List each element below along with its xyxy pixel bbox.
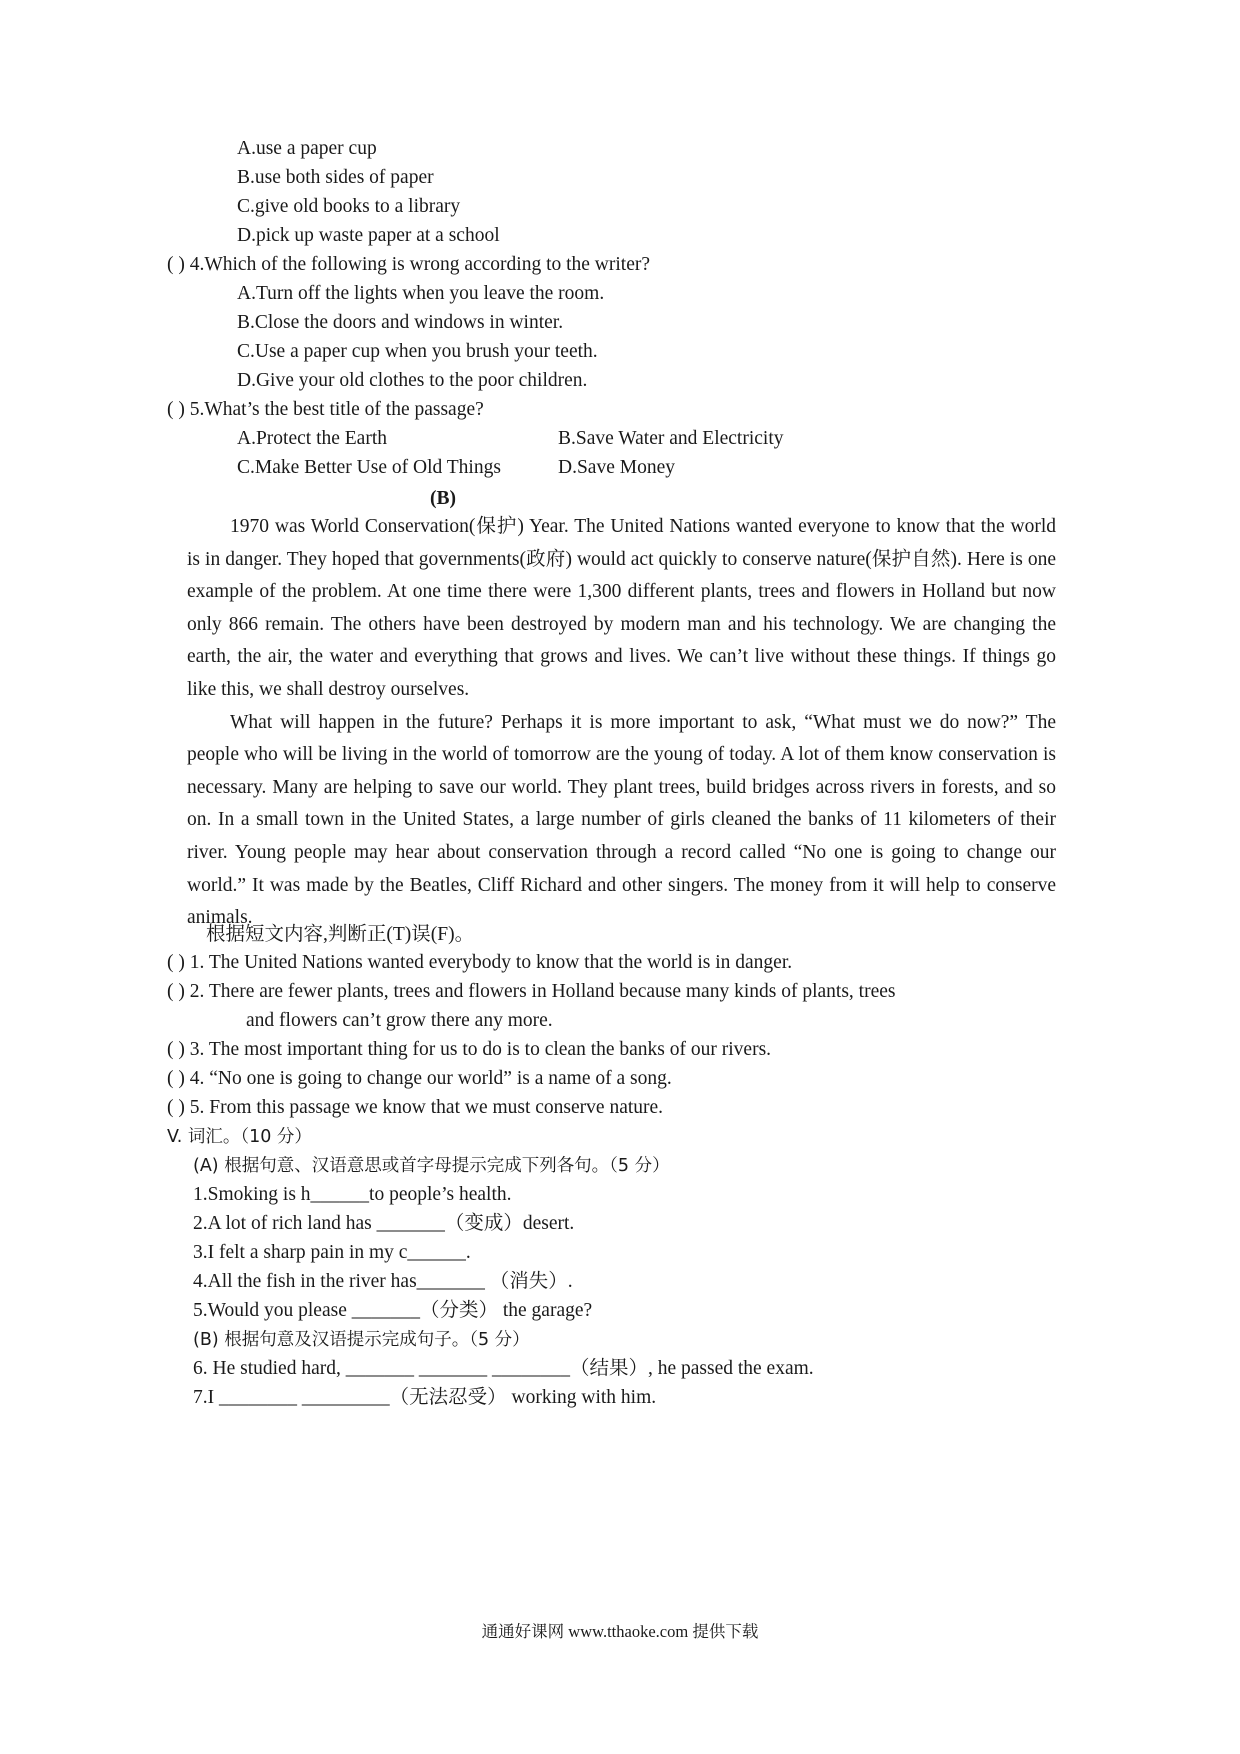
q4-option-a: A.Turn off the lights when you leave the room. — [237, 283, 605, 304]
vocab-item-5: 5.Would you please _______（分类） the garage? — [193, 1300, 593, 1321]
q3-option-d: D.pick up waste paper at a school — [237, 225, 500, 246]
q3-option-c: C.give old books to a library — [237, 196, 461, 217]
tf-item-1: ( ) 1. The United Nations wanted everybody to know that the world is in danger. — [167, 952, 793, 973]
q5-option-d: D.Save Money — [558, 457, 675, 478]
tf-item-3: ( ) 3. The most important thing for us to do is to clean the banks of our rivers. — [167, 1039, 772, 1060]
passage-paragraph-1: 1970 was World Conservation(保护) Year. The United Nations wanted everyone to know that the world is in danger. They hoped that governments(政府) would act quickly to conserve nature(保护自然). Here is one example of the problem. At one time there were 1,300 different plants, trees and flowers in Holland but now only 866 remain. The others have been destroyed by modern man and his technology. We are changing the earth, the air, the water and everything that grows and lives. We can’t live without these things. If things go like this, we shall destroy ourselves. — [187, 516, 1056, 700]
passage-paragraph-2: What will happen in the future? Perhaps it is more important to ask, “What must we do now?” The people who will be living in the world of tomorrow are the young of today. A lot of them know conservation is necessary. Many are helping to save our world. They plant trees, build bridges across rivers in forests, and so on. In a small town in the United States, a large number of girls cleaned the banks of 11 kilometers of their river. Young people may hear about conservation through a record called “No one is going to change our world.” It was made by the Beatles, Cliff Richard and other singers. The money from it will help to conserve animals. — [187, 711, 1056, 929]
tf-instruction: 根据短文内容,判断正(T)误(F)。 — [206, 924, 475, 945]
tf-item-5: ( ) 5. From this passage we know that we must conserve nature. — [167, 1097, 664, 1118]
reading-passage — [187, 511, 1056, 935]
q5-option-a: A.Protect the Earth — [237, 428, 387, 449]
q4-stem: ( ) 4.Which of the following is wrong according to the writer? — [167, 254, 651, 275]
tf-item-4: ( ) 4. “No one is going to change our world” is a name of a song. — [167, 1068, 672, 1089]
q4-option-d: D.Give your old clothes to the poor children. — [237, 370, 588, 391]
q3-option-a: A.use a paper cup — [237, 138, 377, 159]
vocab-item-3: 3.I felt a sharp pain in my c______. — [193, 1242, 471, 1263]
vocab-part-b: (B) 根据句意及汉语提示完成句子。（5 分） — [193, 1330, 530, 1350]
vocab-item-2: 2.A lot of rich land has _______（变成）desert. — [193, 1213, 575, 1234]
q3-option-b: B.use both sides of paper — [237, 167, 434, 188]
tf-item-2-cont: and flowers can’t grow there any more. — [246, 1010, 553, 1031]
section-b-heading: (B) — [430, 488, 456, 509]
q4-option-c: C.Use a paper cup when you brush your teeth. — [237, 341, 598, 362]
vocab-item-1: 1.Smoking is h______to people’s health. — [193, 1184, 512, 1205]
q5-option-b: B.Save Water and Electricity — [558, 428, 784, 449]
q4-option-b: B.Close the doors and windows in winter. — [237, 312, 564, 333]
vocab-title: V. 词汇。（10 分） — [167, 1127, 312, 1147]
page-footer: 通通好课网 www.tthaoke.com 提供下载 — [481, 1622, 759, 1641]
vocab-item-7: 7.I ________ _________（无法忍受） working with him. — [193, 1387, 657, 1408]
vocab-item-6: 6. He studied hard, _______ _______ ________（结果）, he passed the exam. — [193, 1358, 814, 1379]
vocab-part-a: (A) 根据句意、汉语意思或首字母提示完成下列各句。（5 分） — [193, 1156, 670, 1176]
q5-option-c: C.Make Better Use of Old Things — [237, 457, 501, 478]
vocab-item-4: 4.All the fish in the river has_______ （消失）. — [193, 1271, 573, 1292]
q5-stem: ( ) 5.What’s the best title of the passage? — [167, 399, 484, 420]
tf-item-2: ( ) 2. There are fewer plants, trees and flowers in Holland because many kinds of plants, trees — [167, 981, 896, 1002]
